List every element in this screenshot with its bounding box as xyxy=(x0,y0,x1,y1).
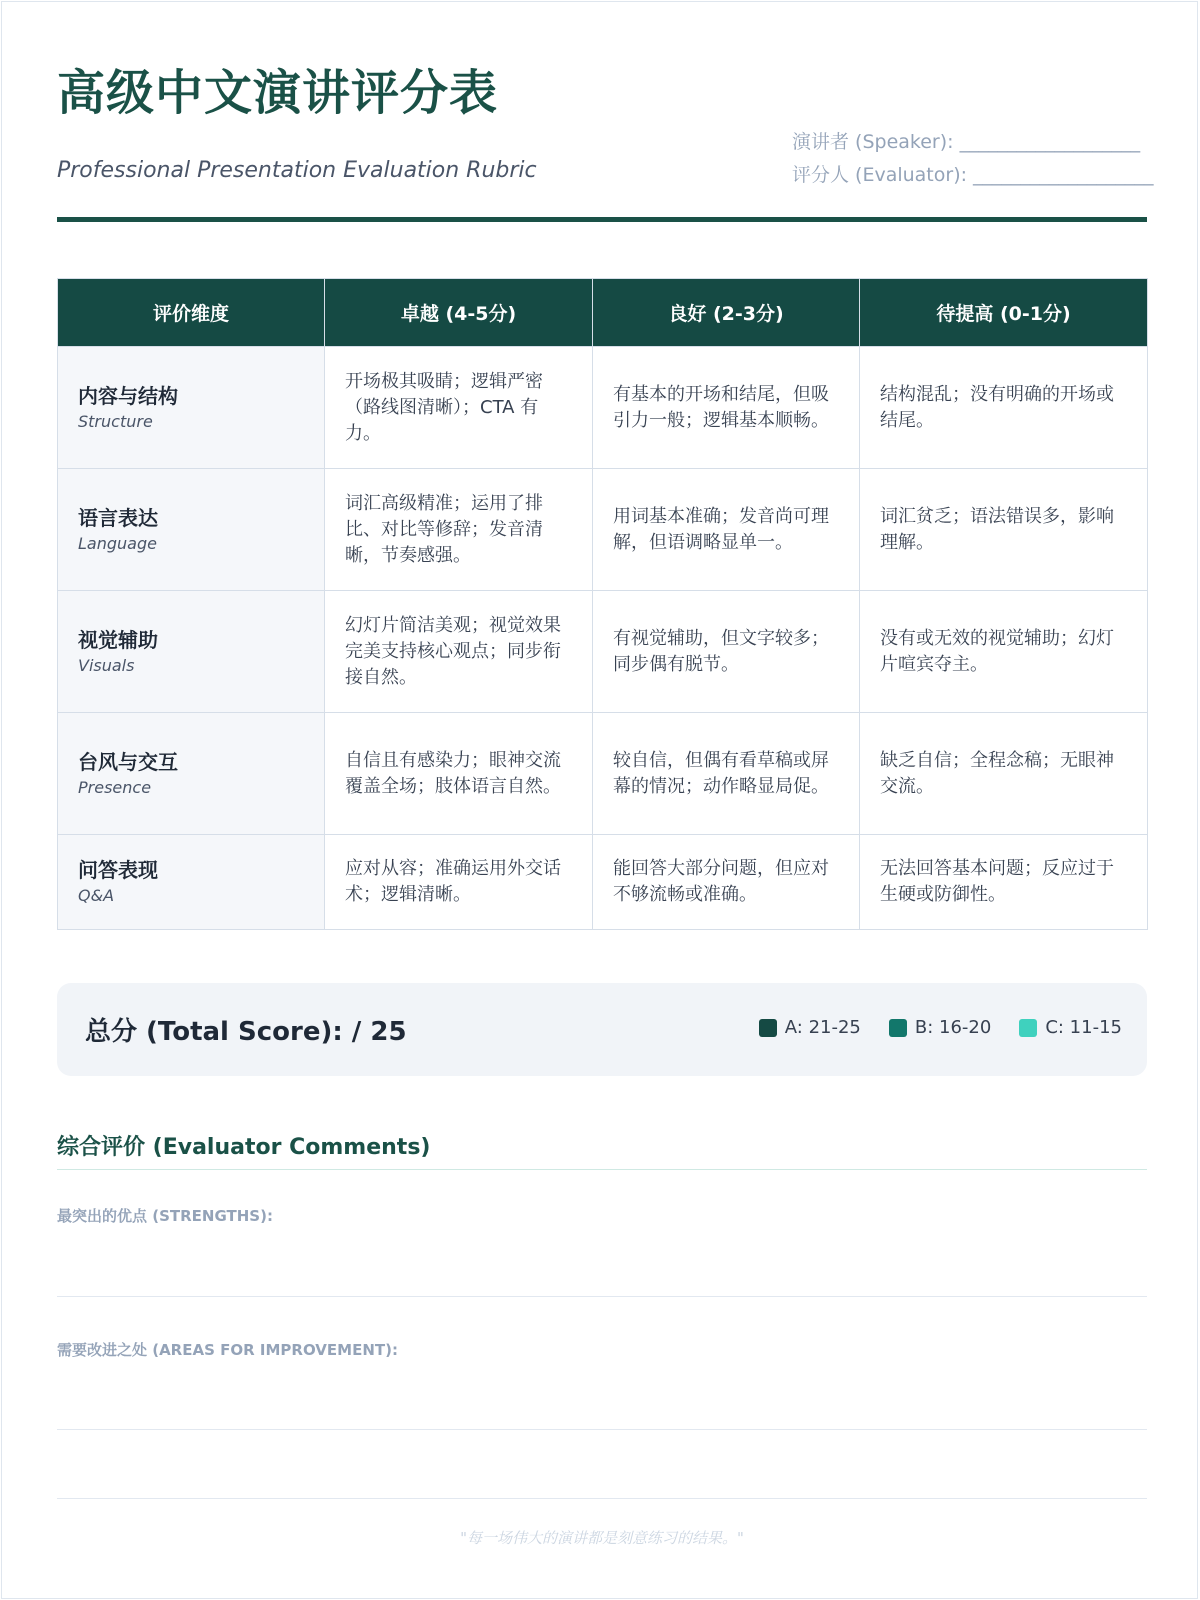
improve-cell: 没有或无效的视觉辅助；幻灯片喧宾夺主。 xyxy=(860,591,1148,713)
legend-item-b xyxy=(889,1017,991,1038)
column-header-dimension: 评价维度 xyxy=(58,279,325,347)
table-row xyxy=(58,347,1148,469)
legend-label-c: C: 11-15 xyxy=(1045,1017,1122,1038)
page-subtitle: Professional Presentation Evaluation Rubric xyxy=(57,158,537,183)
improve-cell: 无法回答基本问题；反应过于生硬或防御性。 xyxy=(860,835,1148,930)
dimension-english: Visuals xyxy=(78,655,135,675)
header-divider xyxy=(57,217,1147,222)
excellent-cell: 开场极其吸睛；逻辑严密（路线图清晰）；CTA 有力。 xyxy=(325,347,593,469)
dimension-cell xyxy=(58,835,325,930)
dimension-english: Q&A xyxy=(78,886,115,905)
dimension-english: Structure xyxy=(78,411,153,431)
page-title: 高级中文演讲评分表 xyxy=(57,65,499,121)
legend-swatch-c xyxy=(1019,1019,1037,1037)
total-score-box xyxy=(57,983,1147,1076)
column-header-excellent: 卓越 (4-5分) xyxy=(325,279,593,347)
table-row xyxy=(58,591,1148,713)
rubric-table xyxy=(57,278,1148,930)
excellent-cell: 应对从容；准确运用外交话术；逻辑清晰。 xyxy=(325,835,593,930)
evaluator-field[interactable]: 评分人 (Evaluator): ___________________ xyxy=(792,164,1154,186)
improvement-label: 需要改进之处 (AREAS FOR IMPROVEMENT): xyxy=(57,1341,398,1359)
dimension-cell xyxy=(58,347,325,469)
comments-divider xyxy=(57,1169,1147,1170)
grade-legend xyxy=(731,1017,1122,1038)
excellent-cell: 幻灯片简洁美观；视觉效果完美支持核心观点；同步衔接自然。 xyxy=(325,591,593,713)
dimension-cell xyxy=(58,469,325,591)
strengths-label: 最突出的优点 (STRENGTHS): xyxy=(57,1207,273,1225)
comments-title: 综合评价 (Evaluator Comments) xyxy=(57,1135,431,1160)
legend-item-c xyxy=(1019,1017,1122,1038)
dimension-english: Language xyxy=(78,533,157,553)
column-header-improve: 待提高 (0-1分) xyxy=(860,279,1148,347)
good-cell: 较自信，但偶有看草稿或屏幕的情况；动作略显局促。 xyxy=(593,713,860,835)
table-row xyxy=(58,835,1148,930)
legend-label-a: A: 21-25 xyxy=(784,1017,861,1038)
dimension-cell xyxy=(58,591,325,713)
speaker-field[interactable]: 演讲者 (Speaker): ___________________ xyxy=(792,131,1141,153)
improve-cell: 词汇贫乏；语法错误多，影响理解。 xyxy=(860,469,1148,591)
footer-divider xyxy=(57,1498,1147,1499)
legend-label-b: B: 16-20 xyxy=(914,1017,992,1038)
improve-cell: 结构混乱；没有明确的开场或结尾。 xyxy=(860,347,1148,469)
rubric-page xyxy=(1,1,1198,1599)
excellent-cell: 词汇高级精准；运用了排比、对比等修辞；发音清晰，节奏感强。 xyxy=(325,469,593,591)
table-header-row xyxy=(58,279,1148,347)
improvement-write-line[interactable] xyxy=(57,1429,1147,1430)
evaluation-meta xyxy=(792,127,1152,193)
good-cell: 有视觉辅助，但文字较多；同步偶有脱节。 xyxy=(593,591,860,713)
good-cell: 能回答大部分问题，但应对不够流畅或准确。 xyxy=(593,835,860,930)
excellent-cell: 自信且有感染力；眼神交流覆盖全场；肢体语言自然。 xyxy=(325,713,593,835)
dimension-name: 问答表现 xyxy=(78,858,158,882)
legend-item-a xyxy=(759,1017,861,1038)
legend-swatch-b xyxy=(889,1019,907,1037)
column-header-good: 良好 (2-3分) xyxy=(593,279,860,347)
table-row xyxy=(58,713,1148,835)
strengths-write-line[interactable] xyxy=(57,1296,1147,1297)
dimension-name: 台风与交互 xyxy=(78,749,178,774)
dimension-name: 内容与结构 xyxy=(78,383,178,408)
dimension-name: 语言表达 xyxy=(78,505,158,530)
legend-swatch-a xyxy=(759,1019,777,1037)
good-cell: 用词基本准确；发音尚可理解，但语调略显单一。 xyxy=(593,469,860,591)
improve-cell: 缺乏自信；全程念稿；无眼神交流。 xyxy=(860,713,1148,835)
total-score-label: 总分 (Total Score): / 25 xyxy=(85,1017,407,1047)
dimension-name: 视觉辅助 xyxy=(78,627,158,652)
footer-quote: "每一场伟大的演讲都是刻意练习的结果。" xyxy=(460,1529,744,1547)
dimension-english: Presence xyxy=(78,777,152,797)
dimension-cell xyxy=(58,713,325,835)
good-cell: 有基本的开场和结尾，但吸引力一般；逻辑基本顺畅。 xyxy=(593,347,860,469)
table-row xyxy=(58,469,1148,591)
